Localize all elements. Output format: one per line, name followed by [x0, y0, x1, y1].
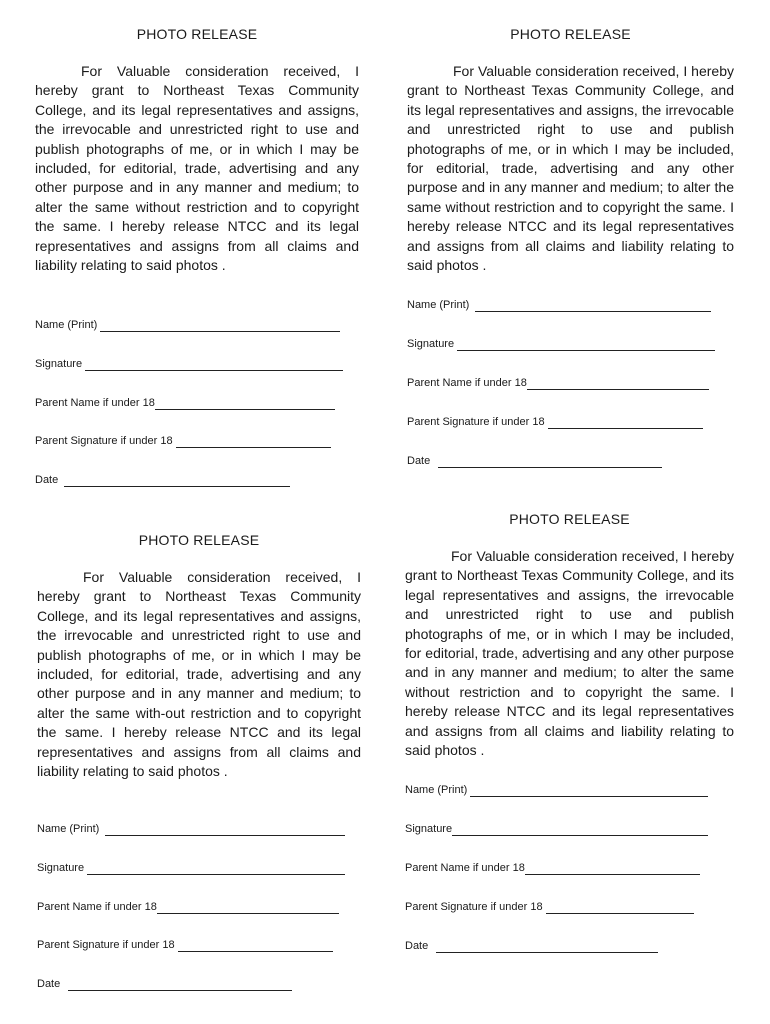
- field-label: Signature: [37, 862, 85, 874]
- parent-signature-line[interactable]: [548, 418, 703, 429]
- field-label: Parent Name if under 18: [405, 862, 525, 874]
- parent-name-line[interactable]: [155, 399, 335, 410]
- name-print-field[interactable]: [407, 299, 711, 312]
- field-label: Parent Name if under 18: [35, 397, 155, 409]
- field-label: Date: [405, 940, 429, 952]
- parent-name-line[interactable]: [527, 379, 709, 390]
- release-text: For Valuable consideration received, I hereby grant to Northeast Texas Community College, and its legal representatives and assigns, the irrevocable and unrestricted right to use and publish photographs of me, or in which I may be included, for editorial, trade, advertising and any other purpose and in any manner and medium; to alter the same without restriction and to copyright the same. I hereby release NTCC and its legal representatives and assigns from all claims and liability relating to said photos .: [407, 63, 734, 274]
- field-label: Parent Name if under 18: [407, 377, 527, 389]
- parent-name-field[interactable]: [35, 397, 335, 410]
- name-print-field[interactable]: [405, 784, 708, 797]
- date-line[interactable]: [438, 457, 662, 468]
- parent-name-line[interactable]: [525, 864, 700, 875]
- field-label: Parent Signature if under 18: [35, 435, 173, 447]
- field-label: Signature: [35, 358, 83, 370]
- field-label: Date: [35, 474, 59, 486]
- field-label: Parent Name if under 18: [37, 901, 157, 913]
- parent-signature-line[interactable]: [176, 437, 331, 448]
- signature-line[interactable]: [85, 360, 343, 371]
- release-text: For Valuable consideration received, I hereby grant to Northeast Texas Community College, and its legal representatives and assigns, the irrevocable and unrestricted right to use and publish photographs of me, or in which I may be included, for editorial, trade, advertising and any other purpose and in any manner and medium; to alter the same without restriction and to copyright the same. I hereby release NTCC and its legal representatives and assigns from all claims and liability relating to said photos .: [405, 548, 734, 759]
- parent-name-field[interactable]: [37, 901, 339, 914]
- field-label: Parent Signature if under 18: [407, 416, 545, 428]
- form-title: PHOTO RELEASE: [509, 511, 630, 527]
- field-label: Date: [37, 978, 61, 990]
- form-title: PHOTO RELEASE: [136, 26, 258, 42]
- field-label: Parent Signature if under 18: [37, 939, 175, 951]
- signature-line[interactable]: [457, 340, 715, 351]
- release-text: For Valuable consideration received, I hereby grant to Northeast Texas Community College, and its legal representatives and assigns, the irrevocable and unrestricted right to use and publish photographs of me, or in which I may be included, for editorial, trade, advertising and any other purpose and in any manner and medium; to alter the same without restriction and to copyright the same. I hereby release NTCC and its legal representatives and assigns from all claims and liability relating to said photos .: [35, 63, 359, 274]
- parent-signature-field[interactable]: [35, 435, 331, 448]
- name-print-line[interactable]: [470, 786, 708, 797]
- field-label: Signature: [407, 338, 455, 350]
- parent-name-field[interactable]: [405, 862, 700, 875]
- name-print-line[interactable]: [105, 825, 345, 836]
- release-text: For Valuable consideration received, I hereby grant to Northeast Texas Community College, and its legal representatives and assigns, the irrevocable and unrestricted right to use and publish photographs of me, or in which I may be included, for editorial, trade, advertising and any other purpose and in any manner and medium; to alter the same with-out restriction and to copyright the same. I hereby release NTCC and its legal representatives and assigns from all claims and liability relating to said photos .: [37, 569, 361, 780]
- date-field[interactable]: [407, 455, 662, 468]
- form-title: PHOTO RELEASE: [510, 26, 631, 42]
- field-label: Name (Print): [35, 319, 98, 331]
- name-print-field[interactable]: [37, 823, 345, 836]
- field-label: Signature: [405, 823, 453, 835]
- parent-signature-field[interactable]: [405, 901, 694, 914]
- name-print-line[interactable]: [475, 301, 711, 312]
- field-label: Name (Print): [37, 823, 100, 835]
- field-label: Parent Signature if under 18: [405, 901, 543, 913]
- parent-signature-line[interactable]: [546, 903, 694, 914]
- signature-field[interactable]: [405, 823, 708, 836]
- field-label: Name (Print): [407, 299, 470, 311]
- name-print-line[interactable]: [100, 321, 340, 332]
- field-label: Name (Print): [405, 784, 468, 796]
- parent-signature-field[interactable]: [37, 939, 333, 952]
- signature-field[interactable]: [37, 862, 345, 875]
- parent-signature-line[interactable]: [178, 941, 333, 952]
- parent-name-field[interactable]: [407, 377, 709, 390]
- date-line[interactable]: [436, 942, 658, 953]
- signature-line[interactable]: [452, 825, 708, 836]
- signature-field[interactable]: [407, 338, 715, 351]
- date-field[interactable]: [37, 978, 292, 991]
- field-label: Date: [407, 455, 431, 467]
- parent-name-line[interactable]: [157, 903, 339, 914]
- signature-line[interactable]: [87, 864, 345, 875]
- name-print-field[interactable]: [35, 319, 340, 332]
- date-line[interactable]: [68, 980, 292, 991]
- form-title: PHOTO RELEASE: [138, 532, 260, 548]
- date-field[interactable]: [405, 940, 658, 953]
- signature-field[interactable]: [35, 358, 343, 371]
- date-field[interactable]: [35, 474, 290, 487]
- parent-signature-field[interactable]: [407, 416, 703, 429]
- date-line[interactable]: [64, 476, 290, 487]
